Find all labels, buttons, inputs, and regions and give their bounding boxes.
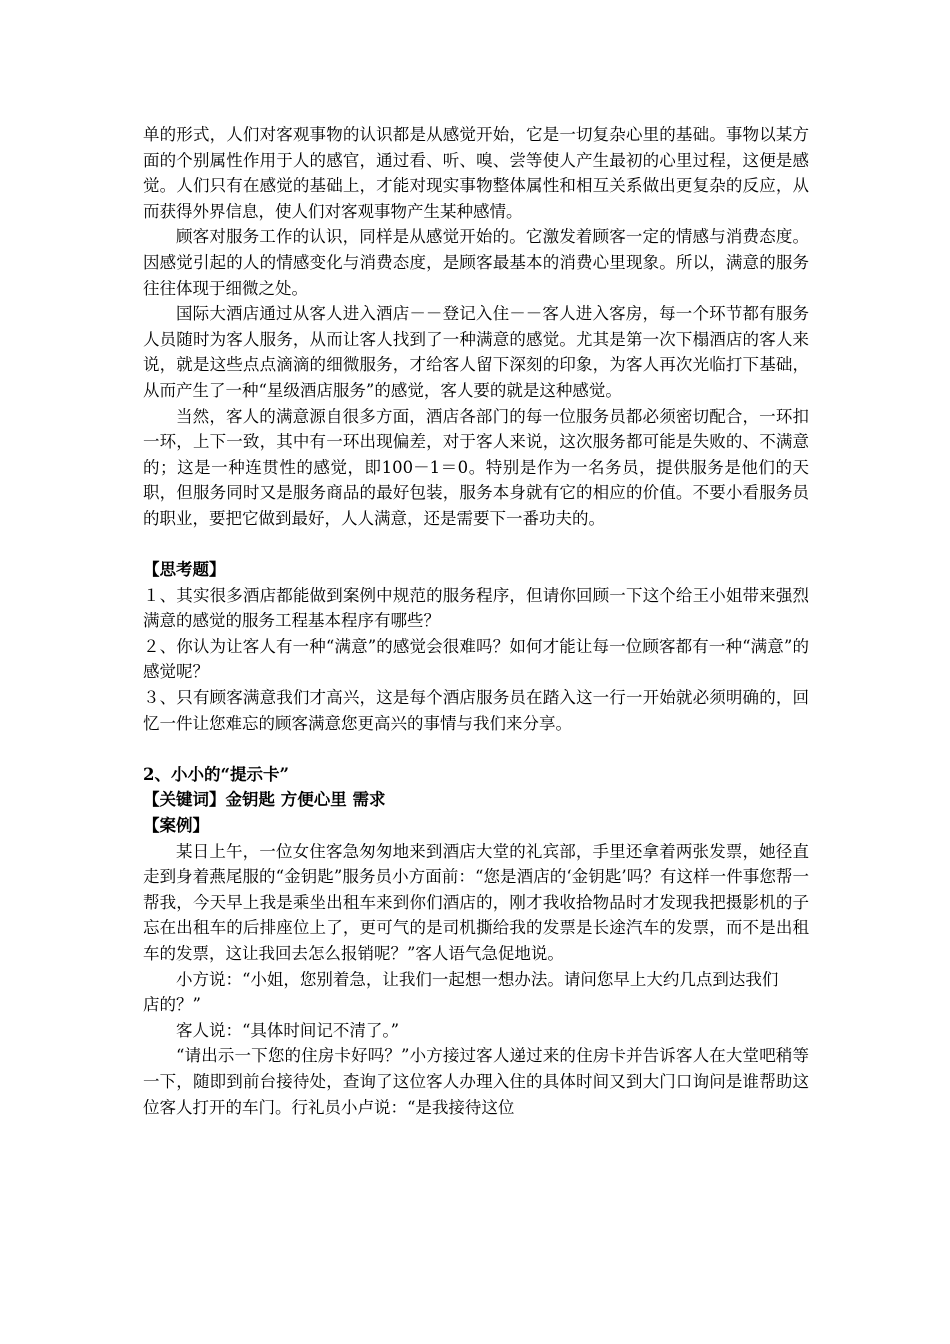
case-paragraph-1: 某日上午，一位女住客急匆匆地来到酒店大堂的礼宾部，手里还拿着两张发票，她径直走到身着燕尾服的“金钥匙”服务员小方面前：“您是酒店的‘金钥匙’吗？有这样一件事您帮一帮我，今天早上我是乘坐出租车来到你们酒店的，刚才我收拾物品时才发现我把摄影机的子忘在出租车的后排座位上了，更可气的是司机撕给我的发票是长途汽车的发票，而不是出租车的发票，这让我回去怎么报销呢？”客人语气急促地说。 xyxy=(143,841,809,963)
paragraph-intro-4: 当然，客人的满意源自很多方面，酒店各部门的每一位服务员都必须密切配合，一环扣一环，上下一致，其中有一环出现偏差，对于客人来说，这次服务都可能是失败的、不满意的；这是一种连贯性的感觉，即100－1＝0。特别是作为一名务员，提供服务是他们的天职，但服务同时又是服务商品的最好包装，服务本身就有它的相应的价值。不要小看服务员的职业，要把它做到最好，人人满意，还是需要下一番功夫的。 xyxy=(143,406,809,528)
case-paragraph-2-continued: 店的？” xyxy=(143,995,201,1015)
spacer xyxy=(143,736,809,762)
paragraph-intro-2: 顾客对服务工作的认识，同样是从感觉开始的。它激发着顾客一定的情感与消费态度。因感觉引起的人的情感变化与消费态度，是顾客最基本的消费心里现象。所以，满意的服务往往体现于细微之处。 xyxy=(143,227,809,298)
case-paragraph-3: 客人说：“具体时间记不清了。” xyxy=(176,1020,400,1040)
document-page xyxy=(143,122,809,1120)
think-heading: 【思考题】 xyxy=(143,560,226,580)
case-keywords: 【关键词】金钥匙 方便心里 需求 xyxy=(143,790,386,810)
case-paragraph-2: 小方说：“小姐，您别着急，让我们一起想一想办法。请问您早上大约几点到达我们 xyxy=(176,969,779,989)
think-question-1: １、其实很多酒店都能做到案例中规范的服务程序，但请你回顾一下这个给王小姐带来强烈满意的感觉的服务工程基本程序有哪些？ xyxy=(143,585,809,631)
paragraph-intro-1: 单的形式，人们对客观事物的认识都是从感觉开始，它是一切复杂心里的基础。事物以某方面的个别属性作用于人的感官，通过看、听、嗅、尝等使人产生最初的心里过程，这便是感觉。人们只有在感觉的基础上，才能对现实事物整体属性和相互关系做出更复杂的反应，从而获得外界信息，使人们对客观事物产生某种感情。 xyxy=(143,125,809,221)
think-question-3: ３、只有顾客满意我们才高兴，这是每个酒店服务员在踏入这一行一开始就必须明确的，回忆一件让您难忘的顾客满意您更高兴的事情与我们来分享。 xyxy=(143,688,809,733)
spacer xyxy=(143,532,809,558)
paragraph-intro-3: 国际大酒店通过从客人进入酒店－－登记入住－－客人进入客房，每一个环节都有服务人员随时为客人服务，从而让客人找到了一种满意的感觉。尤其是第一次下榻酒店的客人来说，就是这些点点滴滴的细微服务，才给客人留下深刻的印象，为客人再次光临打下基础，从而产生了一种“星级酒店服务”的感觉，客人要的就是这种感觉。 xyxy=(143,304,809,400)
case-title: 2、小小的“提示卡” xyxy=(143,764,289,784)
think-question-2: ２、你认为让客人有一种“满意”的感觉会很难吗？如何才能让每一位顾客都有一种“满意”的感觉呢？ xyxy=(143,636,809,682)
case-paragraph-4: “请出示一下您的住房卡好吗？”小方接过客人递过来的住房卡并告诉客人在大堂吧稍等一下，随即到前台接待处，查询了这位客人办理入住的具体时间又到大门口询问是谁帮助这位客人打开的车门。行礼员小卢说：“是我接待这位 xyxy=(143,1046,809,1117)
case-label: 【案例】 xyxy=(143,816,209,836)
